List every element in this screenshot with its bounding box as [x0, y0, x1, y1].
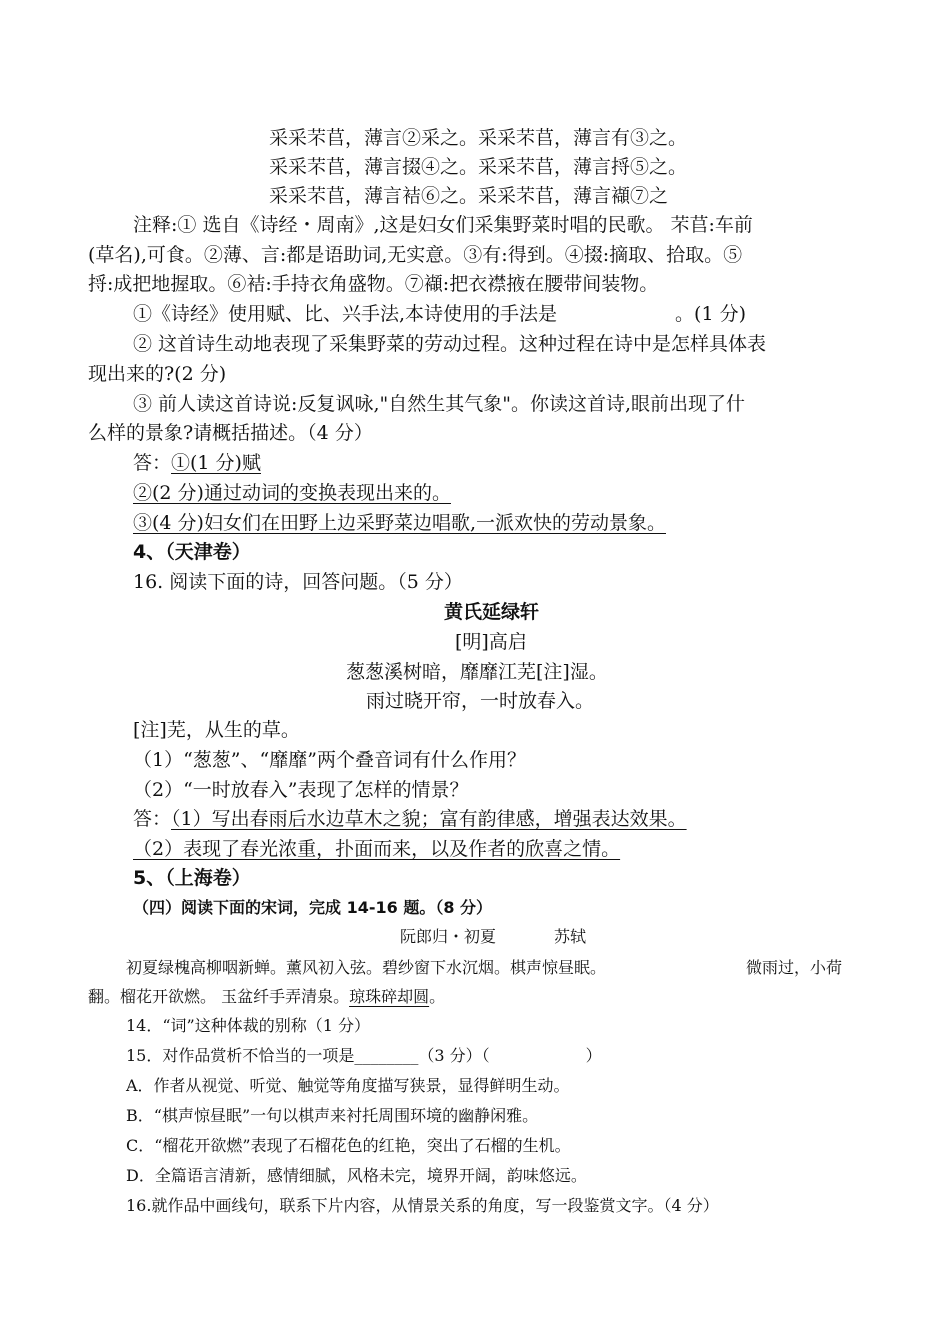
ci-text: 翻。榴花开欲燃。 玉盆纤手弄清泉。 — [88, 987, 350, 1006]
poem-line: 采采芣苢，薄言掇④之。采采芣苢，薄言捋⑤之。 — [269, 156, 688, 178]
question-line — [133, 302, 746, 326]
note-line: 捋:成把地握取。⑥袺:手持衣角盛物。⑦襭:把衣襟掖在腰带间装物。 — [88, 273, 659, 295]
poem-line: 采采芣苢，薄言②采之。采采芣苢，薄言有③之。 — [269, 127, 688, 149]
ci-text: 。 — [429, 987, 446, 1006]
question-line: 16. 阅读下面的诗，回答问题。（5 分） — [133, 571, 463, 593]
answer-text: ①(1 分)赋 — [171, 452, 261, 474]
note-line: 注释:① 选自《诗经・周南》,这是妇女们采集野菜时唱的民歌。 芣苢:车前 — [133, 214, 753, 236]
section-heading: 4、（天津卷） — [133, 541, 251, 563]
answer-line: ②(2 分)通过动词的变换表现出来的。 — [133, 482, 451, 504]
question-line: （2）“一时放春入”表现了怎样的情景？ — [133, 779, 469, 801]
question-text: ） — [585, 1046, 602, 1065]
answer-prefix: 答： — [133, 452, 172, 474]
question-line: 现出来的?(2 分) — [88, 363, 227, 385]
question-line — [126, 1045, 602, 1067]
option-a: A．作者从视觉、听觉、触觉等角度描写狭景，显得鲜明生动。 — [126, 1076, 570, 1095]
note-line: (草名),可食。②薄、言:都是语助词,无实意。③有:得到。④掇:摘取、拾取。⑤ — [88, 244, 743, 266]
poem-author: [明]高启 — [455, 631, 527, 653]
answer-line: （2）表现了春光浓重，扑面而来，以及作者的欣喜之情。 — [133, 838, 621, 860]
question-line: 么样的景象?请概括描述。（4 分） — [88, 422, 373, 444]
answer-line — [133, 451, 261, 475]
question-score: 。(1 分) — [675, 303, 747, 325]
poem-line: 采采芣苢，薄言袺⑥之。采采芣苢，薄言襭⑦之 — [269, 185, 669, 207]
question-line: 16.就作品中画线句，联系下片内容，从情景关系的角度，写一段鉴赏文字。（4 分） — [126, 1196, 719, 1215]
ci-author: 苏轼 — [554, 927, 587, 946]
ci-line — [88, 986, 445, 1008]
question-line: （1）“葱葱”、“靡靡”两个叠音词有什么作用？ — [133, 749, 526, 771]
note-line: [注]芜，从生的草。 — [133, 719, 300, 741]
answer-line: ③(4 分)妇女们在田野上边采野菜边唱歌,一派欢快的劳动景象。 — [133, 512, 666, 534]
answer-line — [133, 807, 687, 831]
option-b: B．“棋声惊昼眠”一句以棋声来衬托周围环境的幽静闲雅。 — [126, 1106, 539, 1125]
instruction-line: （四）阅读下面的宋词，完成 14-16 题。（8 分） — [133, 898, 493, 917]
poem-line: 葱葱溪树暗，靡靡江芜[注]湿。 — [346, 661, 608, 683]
question-text: 15．对作品赏析不恰当的一项是________（3 分）（ — [126, 1046, 490, 1065]
poem-line: 雨过晓开帘，一时放春入。 — [366, 690, 595, 712]
question-line: ② 这首诗生动地表现了采集野菜的劳动过程。这种过程在诗中是怎样具体表 — [133, 333, 767, 355]
option-c: C．“榴花开欲燃”表现了石榴花色的红艳，突出了石榴的生机。 — [126, 1136, 571, 1155]
ci-underlined-text: 琼珠碎却圆 — [349, 987, 430, 1006]
question-line: 14．“词”这种体裁的别称（1 分） — [126, 1016, 370, 1035]
question-line: ③ 前人读这首诗说:反复讽咏,"自然生其气象"。你读这首诗,眼前出现了什 — [133, 393, 746, 415]
ci-title: 阮郎归・初夏 — [400, 927, 497, 946]
question-text: ①《诗经》使用赋、比、兴手法,本诗使用的手法是 — [133, 303, 558, 325]
answer-text: （1）写出春雨后水边草木之貌；富有韵律感，增强表达效果。 — [171, 808, 687, 830]
poem-title: 黄氏延绿轩 — [444, 601, 540, 623]
section-heading: 5、（上海卷） — [133, 867, 251, 889]
answer-prefix: 答： — [133, 808, 172, 830]
ci-line: 初夏绿槐高柳咽新蝉。薰风初入弦。碧纱窗下水沉烟。棋声惊昼眠。 — [126, 958, 607, 977]
option-d: D．全篇语言清新，感情细腻，风格未完，境界开阔，韵味悠远。 — [126, 1166, 587, 1185]
ci-line: 微雨过，小荷 — [746, 958, 843, 977]
